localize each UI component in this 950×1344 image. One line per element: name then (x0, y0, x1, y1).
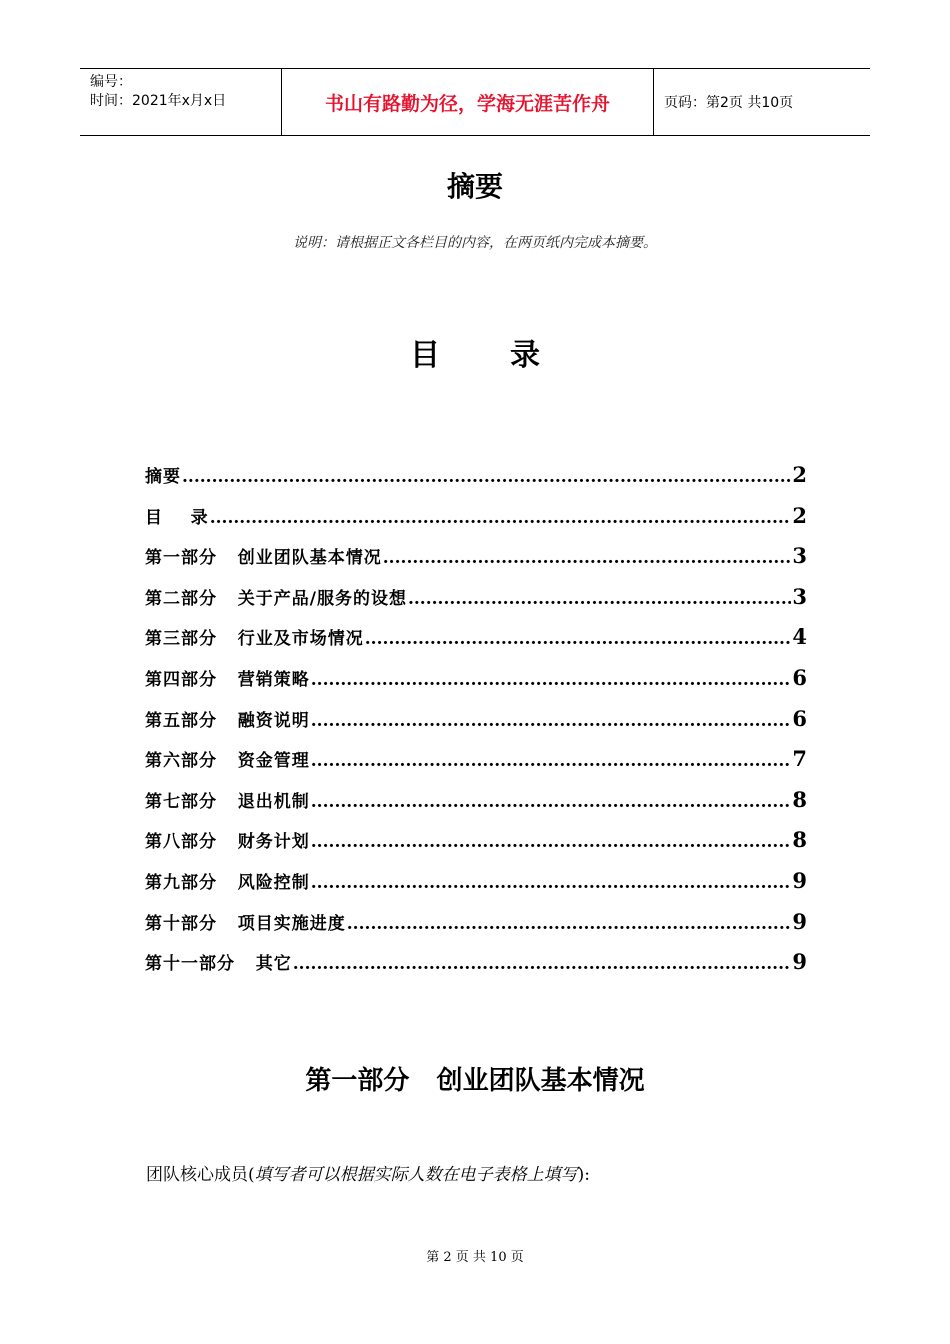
team-intro-start: 团队核心成员( (146, 1165, 255, 1185)
section-1-title: 第一部分 创业团队基本情况 (305, 1066, 645, 1096)
toc-entry-label: 第七部分 退出机制 (145, 791, 310, 812)
toc-entry-page: 2 (792, 462, 807, 487)
page-header (80, 68, 870, 136)
toc-leader-dots (408, 589, 791, 609)
toc-entry[interactable] (145, 787, 807, 828)
toc-leader-dots (311, 670, 792, 690)
toc-entry-page: 2 (792, 502, 807, 528)
toc-entry-label: 第四部分 营销策略 (145, 669, 310, 690)
abstract-title: 摘要 (446, 170, 503, 203)
toc-entry-label: 第八部分 财务计划 (145, 832, 310, 853)
abstract-note: 说明：请根据正文各栏目的内容，在两页纸内完成本摘要。 (293, 235, 657, 251)
toc-leader-dots (210, 508, 792, 528)
toc-entry[interactable] (145, 868, 807, 909)
team-intro-note: 填写者可以根据实际人数在电子表格上填写 (254, 1165, 578, 1185)
toc-entry[interactable] (145, 543, 807, 584)
toc-entry-page: 9 (792, 949, 807, 975)
toc-entry-label: 第五部分 融资说明 (145, 710, 310, 731)
table-of-contents (145, 462, 807, 990)
toc-entry[interactable] (145, 584, 807, 625)
toc-entry-page: 3 (792, 583, 807, 609)
toc-leader-dots (182, 467, 791, 487)
toc-entry-page: 9 (792, 908, 807, 934)
toc-entry-label: 目 录 (145, 507, 209, 528)
toc-entry[interactable] (145, 949, 807, 990)
toc-entry[interactable] (145, 665, 807, 706)
toc-title-part-b: 录 (510, 338, 540, 373)
team-intro-end: ): (577, 1165, 591, 1185)
toc-entry-label: 第九部分 风险控制 (145, 872, 310, 893)
serial-label: 编号： (90, 74, 132, 90)
toc-entry[interactable] (145, 624, 807, 665)
toc-entry-label: 第三部分 行业及市场情况 (145, 629, 364, 650)
toc-entry-label: 第十一部分 其它 (145, 954, 292, 975)
toc-leader-dots (383, 548, 792, 568)
toc-entry[interactable] (145, 503, 807, 544)
header-left-cell (80, 69, 281, 135)
toc-entry-page: 9 (792, 867, 807, 893)
toc-entry-page: 4 (792, 624, 807, 650)
date-line: 时间：2021年x月x日 (90, 93, 227, 109)
toc-entry-label: 摘要 (145, 467, 181, 487)
toc-leader-dots (347, 914, 792, 934)
toc-leader-dots (311, 832, 792, 852)
toc-entry-label: 第一部分 创业团队基本情况 (145, 548, 382, 569)
toc-entry[interactable] (145, 909, 807, 950)
page-footer: 第 2 页 共 10 页 (426, 1250, 524, 1265)
header-page-info: 页码：第2页 共10页 (664, 95, 794, 111)
team-intro-paragraph (146, 1160, 590, 1185)
toc-title-part-a: 目 (410, 338, 440, 373)
toc-entry[interactable] (145, 706, 807, 747)
toc-entry-page: 6 (792, 664, 807, 690)
toc-leader-dots (311, 873, 792, 893)
toc-entry-page: 8 (792, 827, 807, 853)
toc-entry-label: 第二部分 关于产品/服务的设想 (145, 588, 407, 609)
toc-entry-page: 8 (792, 786, 807, 812)
toc-entry-label: 第六部分 资金管理 (145, 751, 310, 772)
toc-entry[interactable] (145, 827, 807, 868)
toc-leader-dots (293, 954, 792, 974)
toc-leader-dots (365, 629, 792, 649)
toc-entry[interactable] (145, 746, 807, 787)
toc-leader-dots (311, 711, 792, 731)
toc-entry-page: 6 (792, 705, 807, 731)
header-motto: 书山有路勤为径，学海无涯苦作舟 (281, 69, 654, 135)
toc-entry-page: 3 (792, 543, 807, 569)
toc-entry-page: 7 (792, 746, 807, 772)
toc-entry-label: 第十部分 项目实施进度 (145, 913, 346, 934)
toc-entry[interactable] (145, 462, 807, 503)
toc-title (0, 330, 950, 374)
toc-leader-dots (311, 751, 792, 771)
toc-leader-dots (311, 792, 792, 812)
